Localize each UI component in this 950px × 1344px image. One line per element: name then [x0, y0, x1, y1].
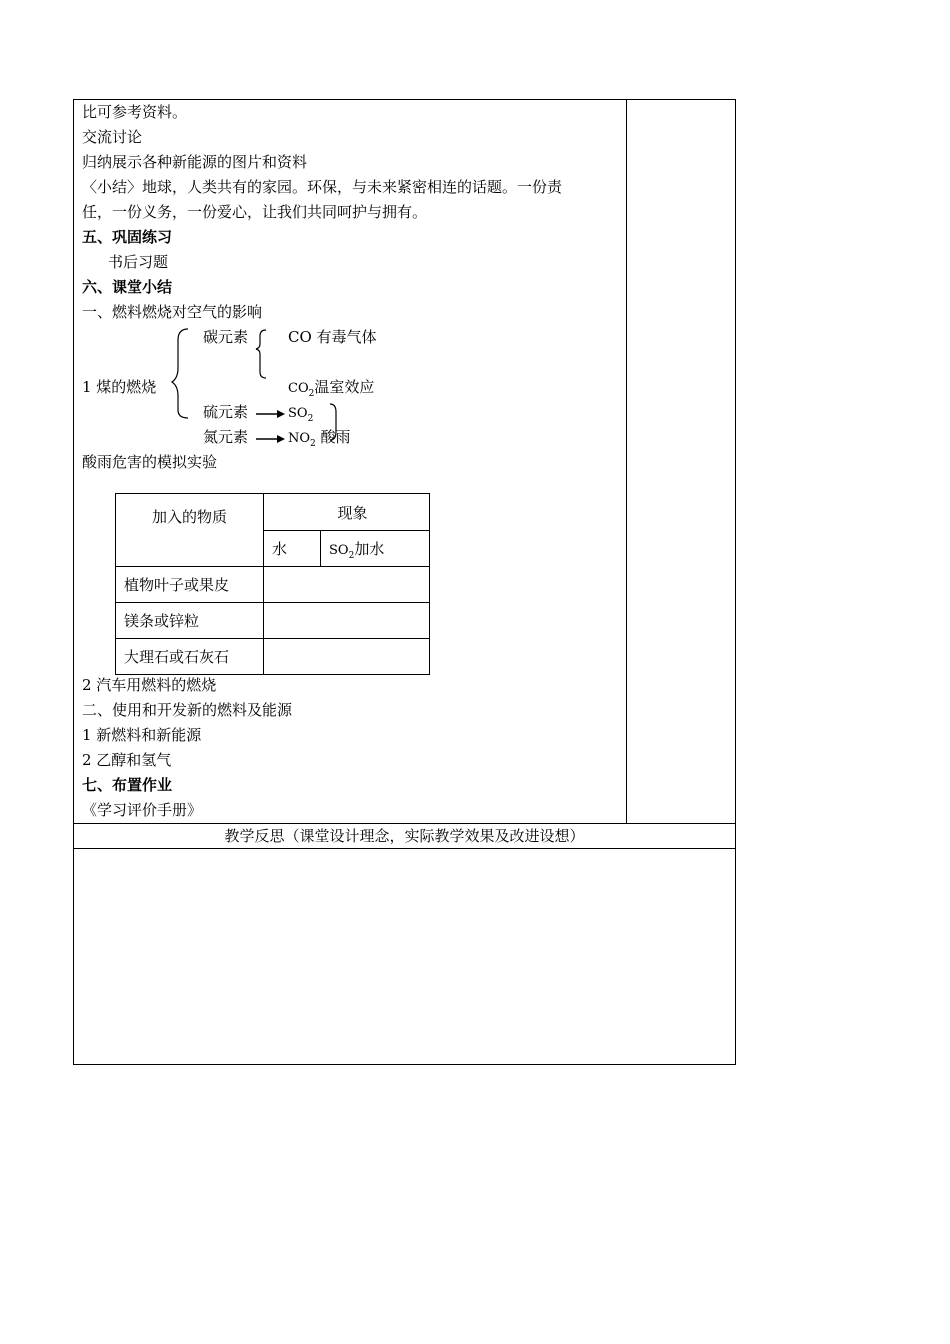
frame-right — [735, 99, 736, 1065]
so2-label: $SO_2$ — [288, 406, 314, 424]
table-row — [116, 639, 430, 675]
text-line-1: 比可参考资料。 — [82, 103, 188, 121]
table-cell-substance: 镁条或锌粒 — [116, 603, 264, 639]
co-label: CO 有毒气体 — [288, 328, 377, 346]
frame-bottom — [73, 1064, 736, 1065]
table-header-substance: 加入的物质 — [116, 494, 264, 567]
text-line-2: 交流讨论 — [82, 128, 143, 146]
no2-label: $NO_2$ 酸雨 — [288, 428, 351, 449]
acid-rain-experiment-label: 酸雨危害的模拟实验 — [82, 453, 218, 471]
reflection-title: 教学反思（课堂设计理念，实际教学效果及改进设想） — [224, 827, 585, 845]
car-fuel-label: 2 汽车用燃料的燃烧 — [82, 676, 217, 694]
frame-top — [73, 99, 736, 100]
section-6-heading: 六、课堂小结 — [82, 278, 173, 296]
table-cell-empty — [264, 639, 430, 675]
table-cell-substance: 大理石或石灰石 — [116, 639, 264, 675]
section-5-heading: 五、巩固练习 — [82, 228, 173, 246]
table-cell-empty — [264, 567, 430, 603]
row-divider-1 — [73, 823, 736, 824]
homework-text: 《学习评价手册》 — [82, 801, 203, 819]
subheading-1: 一、燃料燃烧对空气的影响 — [82, 303, 263, 321]
row-divider-2 — [73, 848, 736, 849]
section-5-item: 书后习题 — [108, 253, 169, 271]
table-row — [116, 567, 430, 603]
table-cell-substance: 植物叶子或果皮 — [116, 567, 264, 603]
sulfur-label: 硫元素 — [203, 403, 249, 421]
nitrogen-label: 氮元素 — [203, 428, 249, 446]
subheading-2: 二、使用和开发新的燃料及能源 — [82, 701, 293, 719]
carbon-label: 碳元素 — [203, 328, 249, 346]
column-divider — [626, 99, 627, 823]
nitrogen-arrow-icon — [255, 431, 287, 445]
acid-rain-table — [115, 493, 430, 675]
table-header-water: 水 — [264, 531, 321, 567]
section-7-heading: 七、布置作业 — [82, 776, 173, 794]
text-line-4: 〈小结〉地球，人类共有的家园。环保，与未来紧密相连的话题。一份责 — [82, 178, 563, 196]
text-line-3: 归纳展示各种新能源的图片和资料 — [82, 153, 308, 171]
new-fuel-label-1: 1 新燃料和新能源 — [82, 726, 202, 744]
table-row — [116, 603, 430, 639]
co2-label: $CO_2$温室效应 — [288, 378, 375, 399]
carbon-brace — [256, 330, 266, 378]
left-brace — [172, 329, 188, 418]
text-line-5: 任，一份义务，一份爱心，让我们共同呵护与拥有。 — [82, 203, 428, 221]
coal-label: 1 煤的燃烧 — [82, 378, 157, 396]
frame-left — [73, 99, 74, 1065]
new-fuel-label-2: 2 乙醇和氢气 — [82, 751, 172, 769]
table-header-so2-water: $SO_2$加水 — [321, 531, 430, 567]
table-header-phenomenon: 现象 — [264, 494, 430, 531]
table-cell-empty — [264, 603, 430, 639]
sulfur-arrow-icon — [255, 406, 287, 420]
